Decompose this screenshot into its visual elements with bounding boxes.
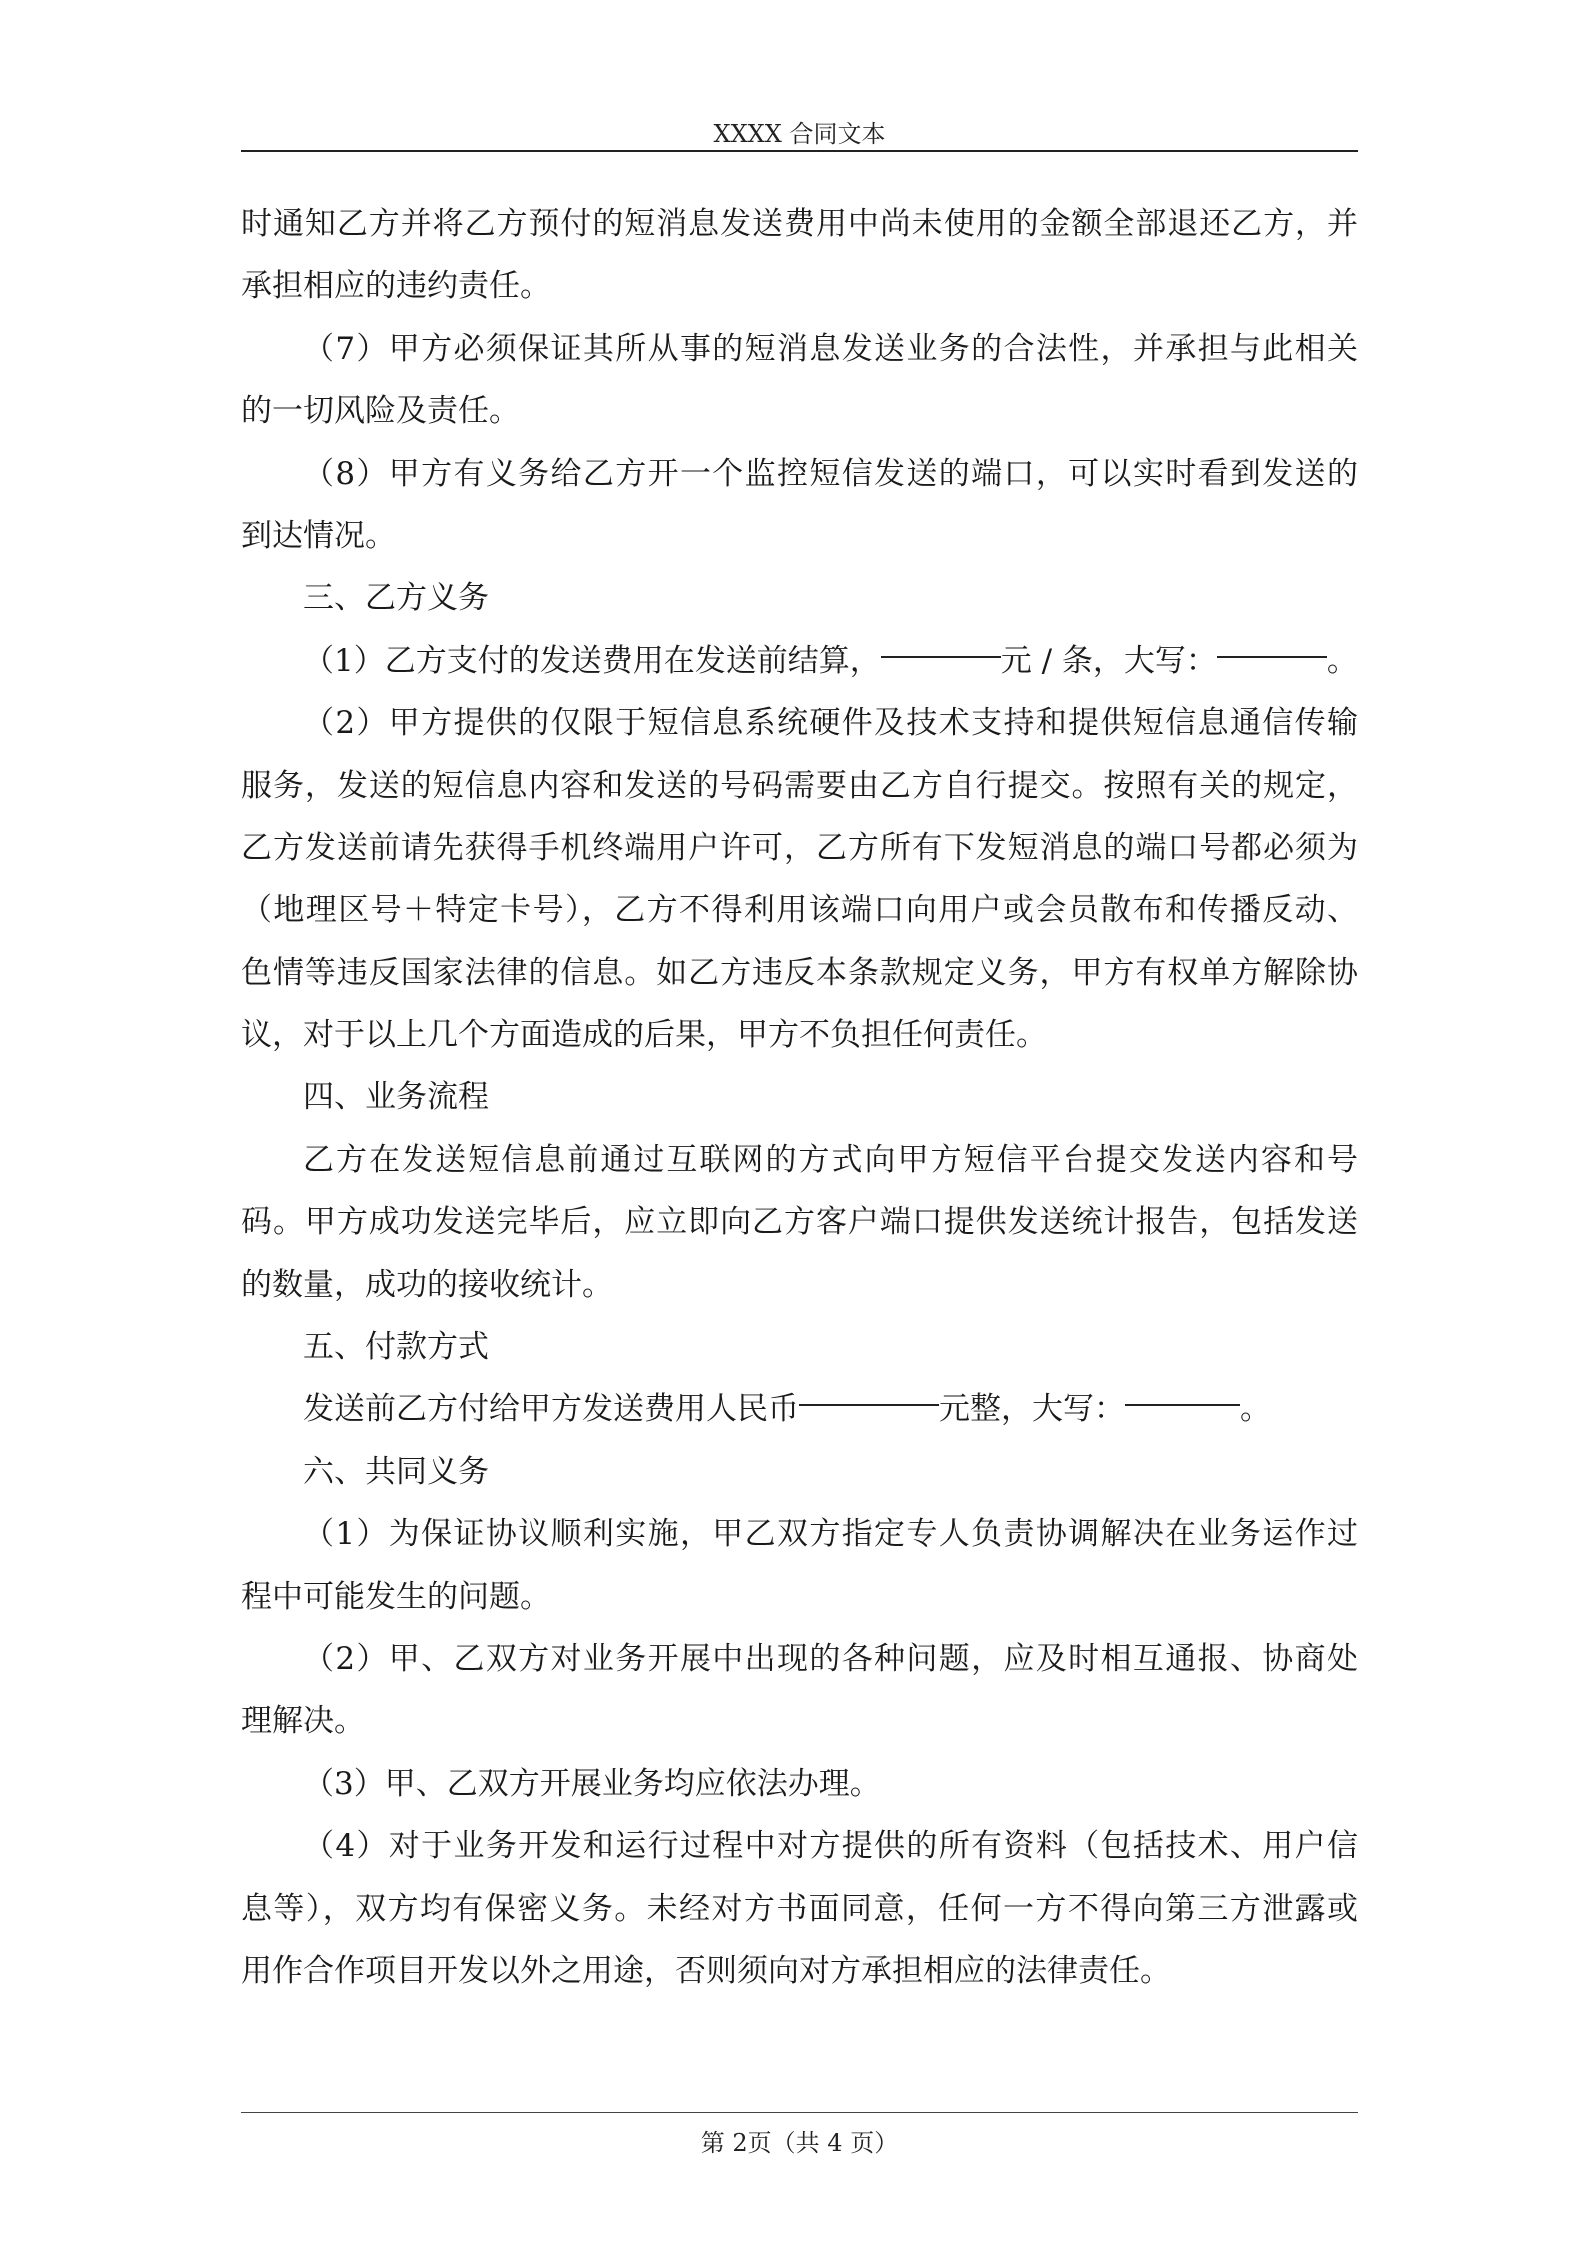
price-blank	[881, 630, 1001, 658]
text-line: 议，对于以上几个方面造成的后果，甲方不负担任何责任。	[241, 1017, 1047, 1054]
text-line: 乙方在发送短信息前通过互联网的方式向甲方短信平台提交发送内容和号	[303, 1141, 1358, 1178]
text-line: 息等），双方均有保密义务。未经对方书面同意，任何一方不得向第三方泄露或	[241, 1890, 1358, 1927]
clause-6-4: （4）对于业务开发和运行过程中对方提供的所有资料（包括技术、用户信	[303, 1828, 1358, 1865]
text-line: 的数量，成功的接收统计。	[241, 1266, 613, 1303]
text-line: 用作合作项目开发以外之用途，否则须向对方承担相应的法律责任。	[241, 1952, 1171, 1989]
page-number: 第 2页（共 4 页）	[700, 2129, 899, 2157]
text-line: 乙方发送前请先获得手机终端用户许可，乙方所有下发短消息的端口号都必须为	[241, 829, 1358, 866]
clause-6-1: （1）为保证协议顺利实施，甲乙双方指定专人负责协调解决在业务运作过	[303, 1516, 1358, 1553]
text-line: （地理区号＋特定卡号），乙方不得利用该端口向用户或会员散布和传播反动、	[241, 892, 1358, 929]
text-line: 承担相应的违约责任。	[241, 268, 551, 305]
section-heading-3: 三、乙方义务	[303, 580, 489, 617]
page-header	[241, 110, 1358, 152]
clause-6-3: （3）甲、乙双方开展业务均应依法办理。	[303, 1765, 881, 1802]
text-line: 服务，发送的短信息内容和发送的号码需要由乙方自行提交。按照有关的规定，	[241, 767, 1358, 804]
clause-6-2: （2）甲、乙双方对业务开展中出现的各种问题，应及时相互通报、协商处	[303, 1640, 1358, 1677]
payment-amount-blank	[799, 1378, 939, 1406]
clause-8: （8）甲方有义务给乙方开一个监控短信发送的端口，可以实时看到发送的	[303, 455, 1358, 492]
text-line: 色情等违反国家法律的信息。如乙方违反本条款规定义务，甲方有权单方解除协	[241, 954, 1358, 991]
text-line: 码。甲方成功发送完毕后，应立即向乙方客户端口提供发送统计报告，包括发送	[241, 1204, 1358, 1241]
clause-3-2: （2）甲方提供的仅限于短信息系统硬件及技术支持和提供短信息通信传输	[303, 705, 1358, 742]
clause-3-1: （1）乙方支付的发送费用在发送前结算， 元 / 条，大写： 。	[241, 630, 1358, 692]
text-line: 时通知乙方并将乙方预付的短消息发送费用中尚未使用的金额全部退还乙方，并	[241, 206, 1358, 242]
amount-words-blank	[1217, 630, 1327, 658]
section-heading-4: 四、业务流程	[303, 1079, 489, 1116]
text-line: 的一切风险及责任。	[241, 393, 520, 430]
payment-line: 发送前乙方付给甲方发送费用人民币 元整，大写： 。	[241, 1378, 1358, 1440]
page-footer	[241, 2112, 1358, 2158]
text-line: 到达情况。	[241, 517, 396, 554]
section-heading-6: 六、共同义务	[303, 1453, 489, 1490]
payment-words-blank	[1125, 1378, 1240, 1406]
text-line: 理解决。	[241, 1703, 365, 1740]
clause-7: （7）甲方必须保证其所从事的短消息发送业务的合法性，并承担与此相关	[303, 330, 1358, 367]
document-body	[241, 193, 1358, 2002]
text-line: 程中可能发生的问题。	[241, 1578, 551, 1615]
header-title: XXXX 合同文本	[713, 120, 886, 148]
section-heading-5: 五、付款方式	[303, 1329, 489, 1366]
